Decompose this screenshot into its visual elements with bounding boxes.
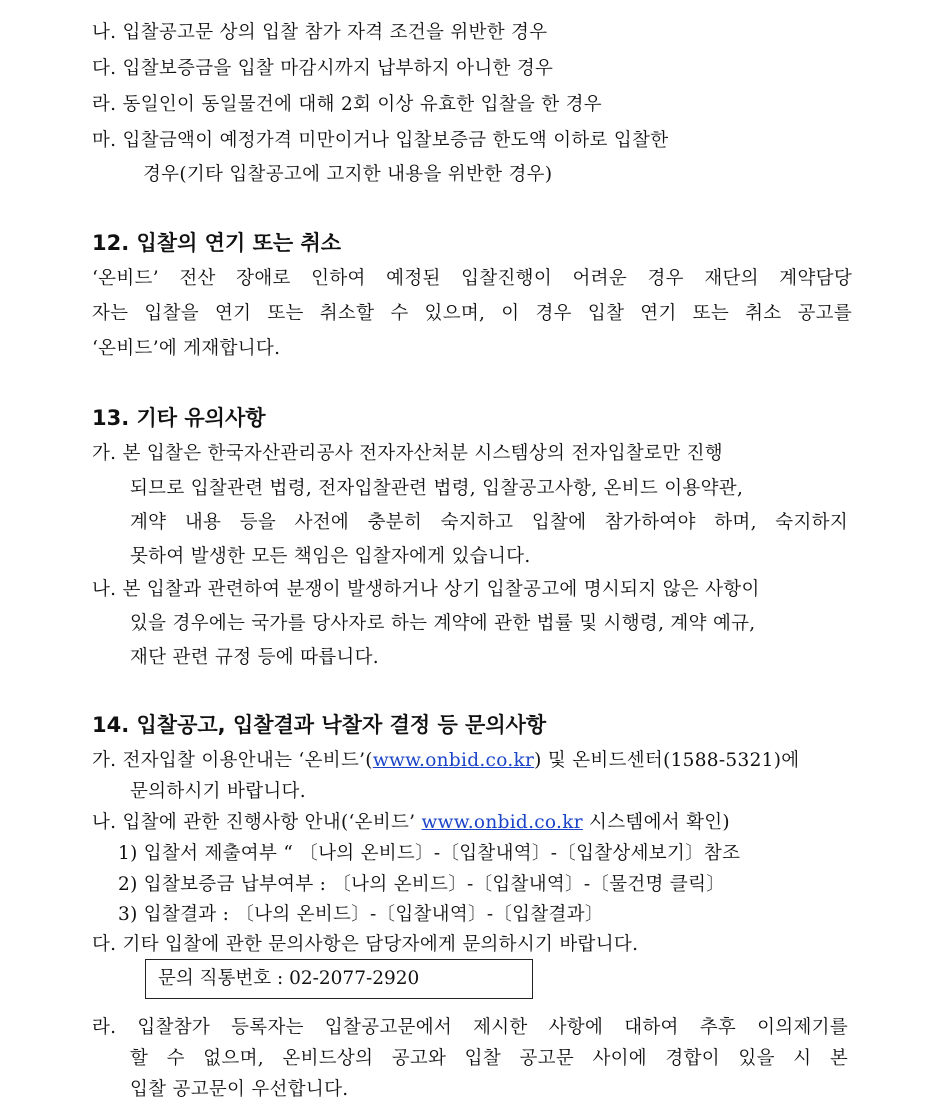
section-12-line-1: ‘온비드’ 전산 장애로 인하여 예정된 입찰진행이 어려운 경우 재단의 계약담당 [92, 268, 852, 289]
section-14-item-ga-cont: 문의하시기 바랍니다. [130, 781, 306, 802]
section-14-item-na [92, 811, 730, 835]
contact-box [145, 959, 533, 999]
section-13-item-na-2: 있을 경우에는 국가를 당사자로 하는 계약에 관한 법률 및 시행령, 계약 예규, [130, 613, 756, 634]
section-12-line-3: ‘온비드’에 게재합니다. [92, 338, 281, 359]
section-13-item-ga-1: 가. 본 입찰은 한국자산관리공사 전자자산처분 시스템상의 전자입찰로만 진행 [92, 443, 723, 464]
section-14-sub-2: 2) 입찰보증금 납부여부 : 〔나의 온비드〕-〔입찰내역〕-〔물건명 클릭〕 [118, 874, 726, 895]
section-13-item-na-3: 재단 관련 규정 등에 따릅니다. [130, 647, 379, 668]
section-13-item-na-1: 나. 본 입찰과 관련하여 분쟁이 발생하거나 상기 입찰공고에 명시되지 않은 사항이 [92, 579, 760, 600]
section-14-item-ra-2: 할 수 없으며, 온비드상의 공고와 입찰 공고문 사이에 경합이 있을 시 본 [130, 1048, 848, 1069]
list-item-da: 다. 입찰보증금을 입찰 마감시까지 납부하지 아니한 경우 [92, 58, 554, 79]
list-item-ma: 마. 입찰금액이 예정가격 미만이거나 입찰보증금 한도액 이하로 입찰한 [92, 130, 669, 151]
section-14-item-ra-1: 라. 입찰참가 등록자는 입찰공고문에서 제시한 사항에 대하여 추후 이의제기를 [92, 1017, 848, 1038]
onbid-link[interactable]: www.onbid.co.kr [372, 750, 535, 771]
section-13-item-ga-2: 되므로 입찰관련 법령, 전자입찰관련 법령, 입찰공고사항, 온비드 이용약관, [130, 478, 744, 499]
section-12-title: 12. 입찰의 연기 또는 취소 [92, 231, 342, 255]
list-item-ra: 라. 동일인이 동일물건에 대해 2회 이상 유효한 입찰을 한 경우 [92, 94, 602, 115]
list-item-na: 나. 입찰공고문 상의 입찰 참가 자격 조건을 위반한 경우 [92, 22, 548, 43]
section-13-item-ga-4: 못하여 발생한 모든 책임은 입찰자에게 있습니다. [130, 546, 531, 567]
section-13-title: 13. 기타 유의사항 [92, 406, 266, 430]
onbid-link-2[interactable]: www.onbid.co.kr [421, 812, 583, 833]
section-14-sub-1: 1) 입찰서 제출여부 “ 〔나의 온비드〕-〔입찰내역〕-〔입찰상세보기〕참조 [118, 843, 741, 864]
contact-phone: 문의 직통번호 : 02-2077-2920 [158, 968, 420, 989]
section-13-item-ga-3: 계약 내용 등을 사전에 충분히 숙지하고 입찰에 참가하여야 하며, 숙지하지 [130, 512, 848, 533]
list-item-ma-cont: 경우(기타 입찰공고에 고지한 내용을 위반한 경우) [143, 164, 553, 185]
na-text-suffix: 시스템에서 확인) [582, 812, 730, 833]
section-12-line-2: 자는 입찰을 연기 또는 취소할 수 있으며, 이 경우 입찰 연기 또는 취소 공고를 [92, 303, 852, 324]
ga-text-suffix: ) 및 온비드센터(1588-5321)에 [534, 750, 800, 771]
section-14-item-ra-3: 입찰 공고문이 우선합니다. [130, 1079, 349, 1100]
section-14-item-ga [92, 749, 799, 773]
section-14-item-da: 다. 기타 입찰에 관한 문의사항은 담당자에게 문의하시기 바랍니다. [92, 934, 639, 955]
section-14-title: 14. 입찰공고, 입찰결과 낙찰자 결정 등 문의사항 [92, 713, 547, 737]
section-14-sub-3: 3) 입찰결과 : 〔나의 온비드〕-〔입찰내역〕-〔입찰결과〕 [118, 904, 604, 925]
na-text-prefix: 나. 입찰에 관한 진행사항 안내(‘온비드’ [92, 812, 422, 833]
ga-text-prefix: 가. 전자입찰 이용안내는 ‘온비드’( [92, 750, 373, 771]
